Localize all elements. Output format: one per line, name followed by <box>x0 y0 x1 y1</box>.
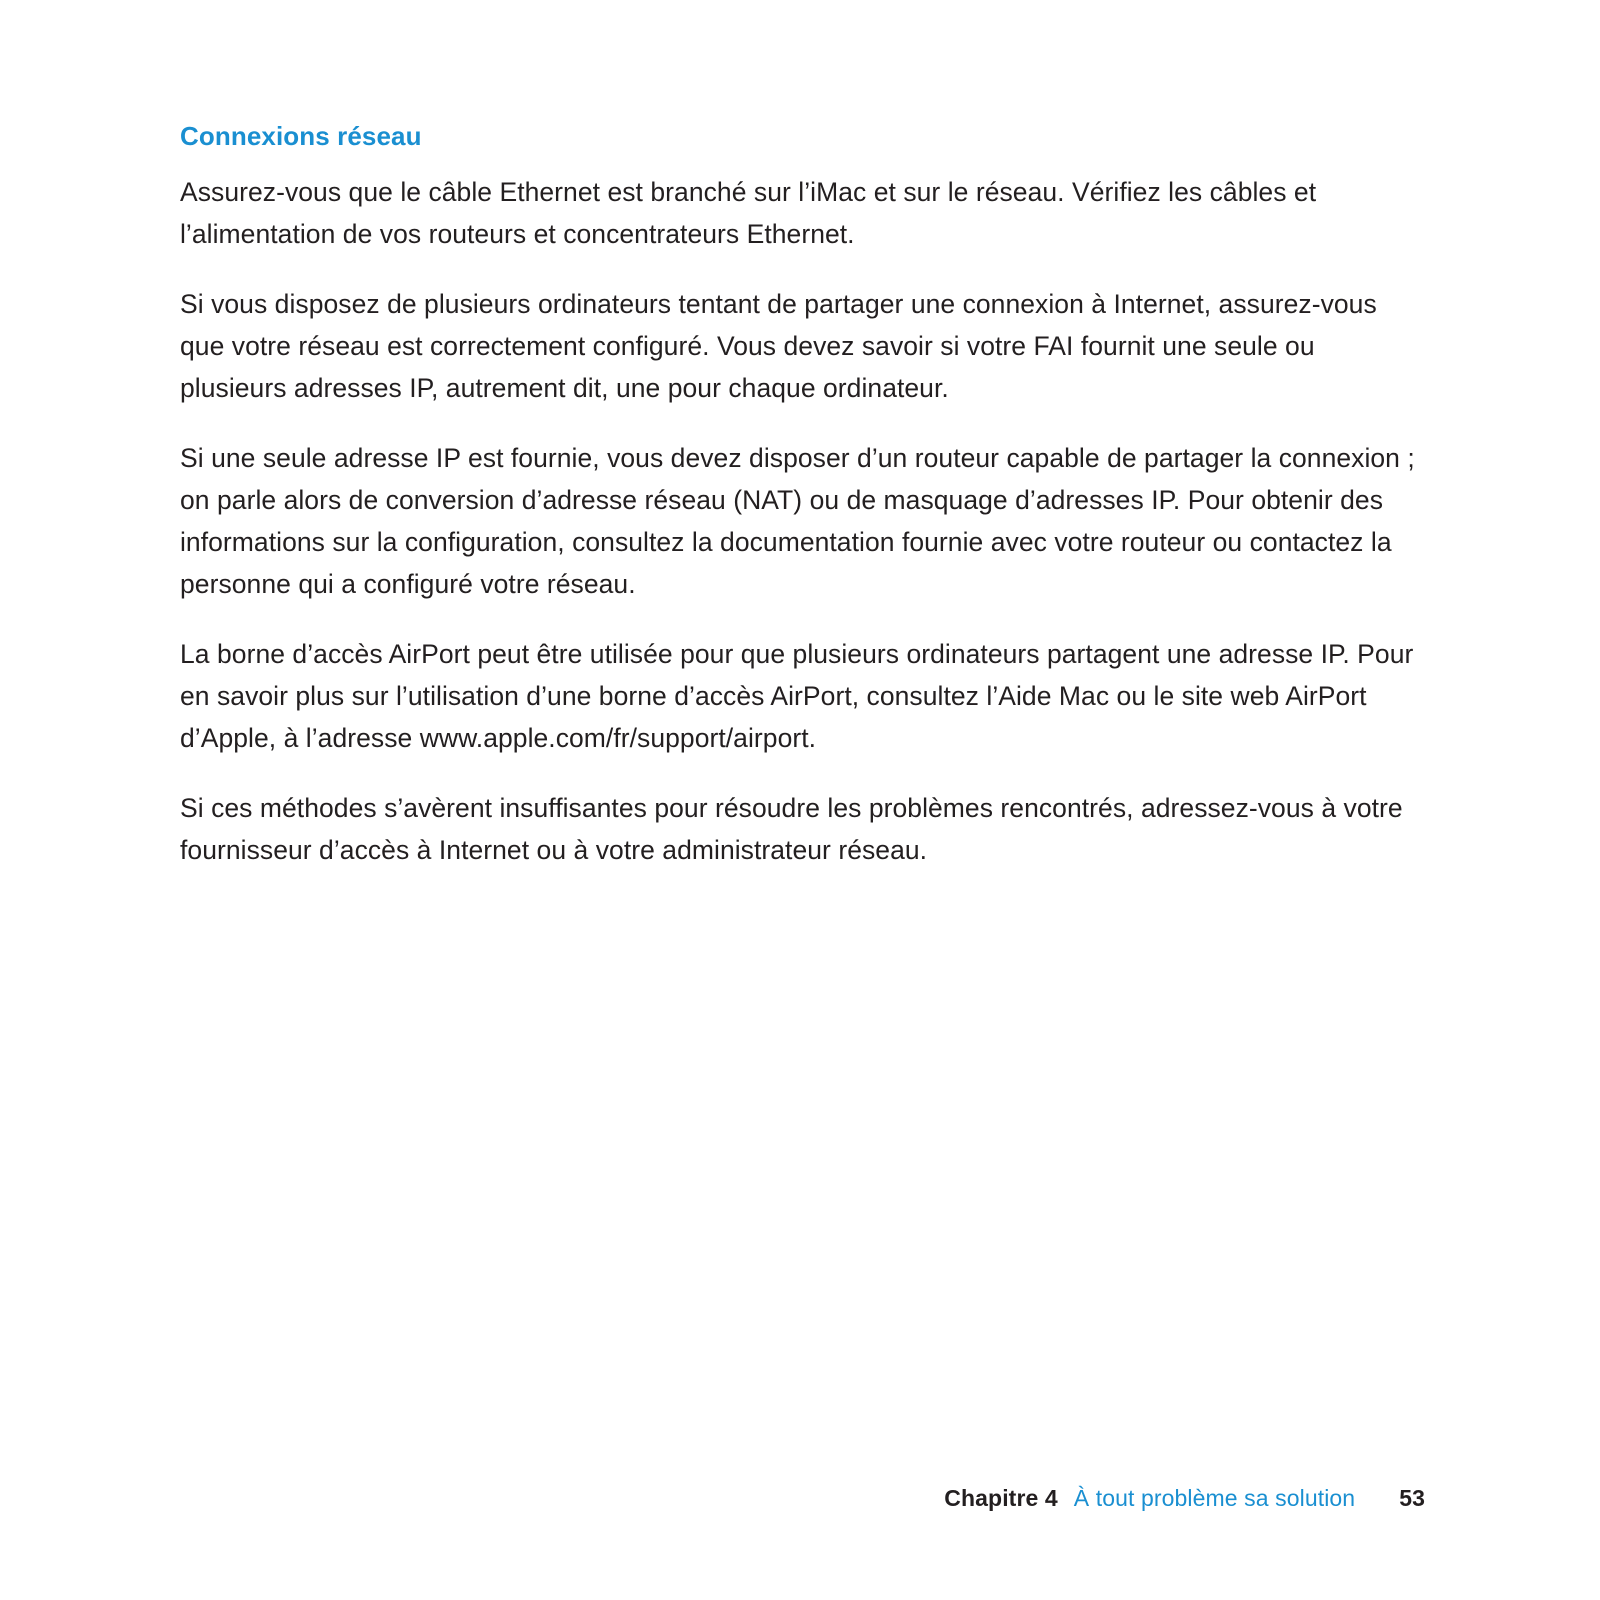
paragraph-4: La borne d’accès AirPort peut être utilisée pour que plusieurs ordinateurs partagent une adresse IP. Pour en savoir plus sur l’utilisation d’une borne d’accès AirPort, consultez l’Aide Mac ou le site web AirPort d’Apple, à l’adresse www.apple.com/fr/support/airport. <box>180 638 1414 753</box>
page-footer <box>180 1485 1425 1512</box>
paragraph-5: Si ces méthodes s’avèrent insuffisantes pour résoudre les problèmes rencontrés, adressez-vous à votre fournisseur d’accès à Internet ou à votre administrateur réseau. <box>180 792 1403 865</box>
footer-chapter-label: Chapitre 4 <box>944 1485 1058 1511</box>
page-number: 53 <box>1399 1485 1425 1511</box>
paragraph-2: Si vous disposez de plusieurs ordinateurs tentant de partager une connexion à Internet, assurez-vous que votre réseau est correctement configuré. Vous devez savoir si votre FAI fournit une seule ou plusieurs adresses IP, autrement dit, une pour chaque ordinateur. <box>180 288 1377 403</box>
page-content <box>180 120 1425 871</box>
footer-chapter-title: À tout problème sa solution <box>1073 1485 1356 1511</box>
section-heading: Connexions réseau <box>180 121 422 151</box>
paragraph-3: Si une seule adresse IP est fournie, vous devez disposer d’un routeur capable de partager la connexion ; on parle alors de conversion d’adresse réseau (NAT) ou de masquage d’adresses IP. Pour obtenir des informations sur la configuration, consultez la documentation fournie avec votre routeur ou contactez la personne qui a configuré votre réseau. <box>180 442 1415 599</box>
paragraph-1: Assurez-vous que le câble Ethernet est branché sur l’iMac et sur le réseau. Vérifiez les câbles et l’alimentation de vos routeurs et concentrateurs Ethernet. <box>180 176 1317 249</box>
